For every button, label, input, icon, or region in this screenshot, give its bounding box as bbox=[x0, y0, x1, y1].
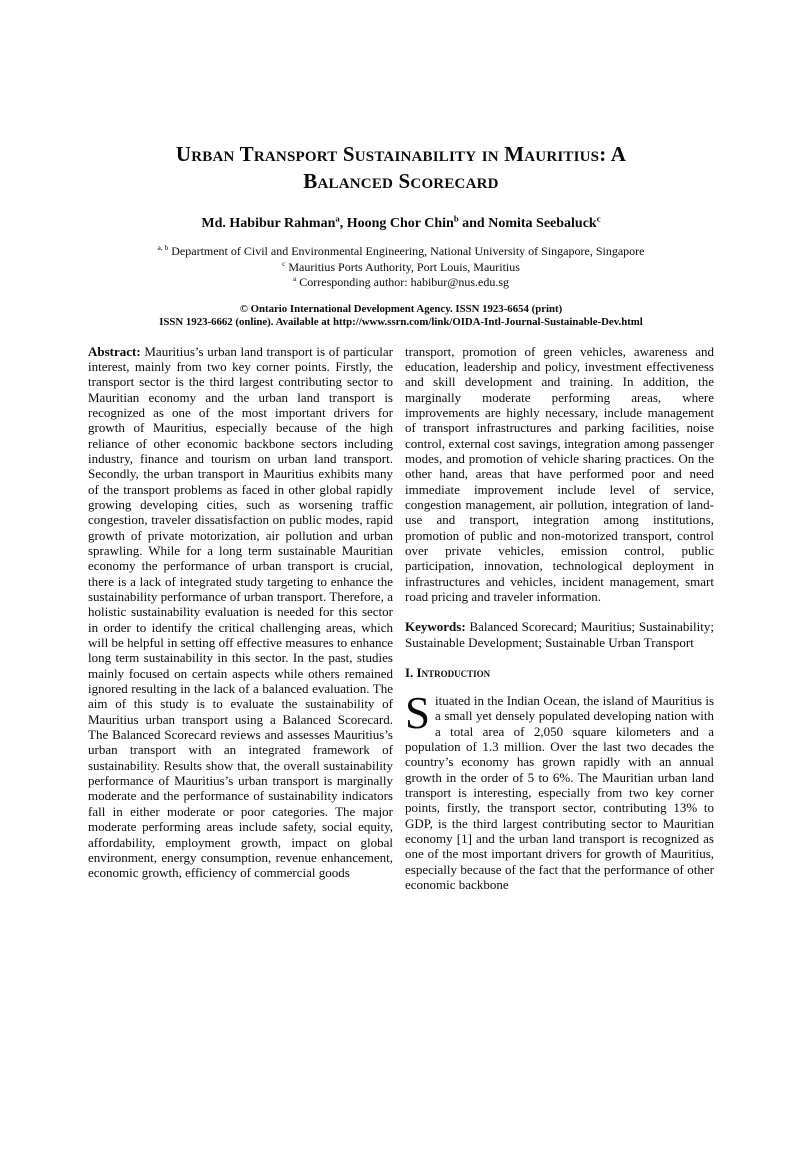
author-separator-2: and bbox=[458, 216, 489, 231]
abstract-label: Abstract: bbox=[88, 343, 141, 359]
keywords-paragraph bbox=[405, 619, 714, 650]
affiliation-text-3: Corresponding author: habibur@nus.edu.sg bbox=[299, 275, 509, 289]
author-name-1: Md. Habibur Rahman bbox=[201, 216, 336, 231]
paper-title-line-2: Balanced Scorecard bbox=[303, 169, 499, 193]
affiliation-line-2 bbox=[88, 260, 714, 276]
affiliation-text-1: Department of Civil and Environmental Engineering, National University of Singapore, Singapore bbox=[171, 244, 645, 258]
abstract-text-part-1: Mauritius’s urban land transport is of particular interest, mainly from two key corner points. Firstly, the transport sector is the third largest contributing sector to Mauritian economy and the urban land transport is recognized as one of the most important drivers for growth of Mauritius, especially because of the high reliance of other economic backbone sectors including industry, finance and tourism on urban land transport. Secondly, the urban transport in Mauritius exhibits many of the transport problems as faced in other global rapidly growing developing cities, such as worsening traffic congestion, traveler dissatisfaction on public modes, rapid growth of private motorization, air pollution and urban sprawling. While for a long term sustainable Mauritian economy the performance of urban transport is crucial, there is a lack of integrated study targeting to enhance the sustainability performance of urban transport. Therefore, a holistic sustainability evaluation is needed for this sector in order to identify the critical challenging areas, which will be helpful in setting off effective measures to enhance long term sustainability in this sector. In the past, studies mainly focused on certain aspects while others remained ignored resulting in the lack of a balanced evaluation. The aim of this study is to evaluate the sustainability of Mauritius urban transport using a Balanced Scorecard. The Balanced Scorecard reviews and assesses Mauritius’s urban transport with an integrated framework of sustainability. Results show that, the overall sustainability performance of Mauritius’s urban transport is marginally moderate and the performance of sustainability indicators fall in either moderate or poor categories. The major moderate performing areas include safety, social equity, affordability, employment growth, impact on global environment, energy consumption, revenue enhancement, economic growth, efficiency of commercial goods bbox=[88, 343, 393, 881]
affiliation-superscript-3: a bbox=[292, 274, 297, 283]
abstract-continuation-paragraph bbox=[405, 344, 714, 605]
document-page bbox=[88, 141, 714, 893]
right-column bbox=[405, 344, 714, 893]
left-column bbox=[88, 344, 393, 893]
author-superscript-2: b bbox=[453, 213, 459, 224]
section-heading-introduction: I. Introduction bbox=[405, 665, 491, 681]
publisher-line-1: © Ontario International Development Agency. ISSN 1923-6654 (print) bbox=[239, 302, 563, 315]
authors-line bbox=[88, 215, 714, 233]
keywords-text: Balanced Scorecard; Mauritius; Sustainability; Sustainable Development; Sustainable Urban Transport bbox=[405, 619, 714, 650]
affiliation-superscript-1: a, b bbox=[157, 243, 169, 252]
affiliation-text-2: Mauritius Ports Authority, Port Louis, Mauritius bbox=[288, 259, 520, 274]
publisher-line-2: ISSN 1923-6662 (online). Available at http://www.ssrn.com/link/OIDA-Intl-Journal-Sustainable-Dev.html bbox=[159, 316, 643, 328]
paper-title-line-1: Urban Transport Sustainability in Mauritius: A bbox=[175, 142, 627, 166]
keywords-label: Keywords: bbox=[405, 619, 466, 635]
two-column-body bbox=[88, 344, 714, 893]
author-superscript-1: a bbox=[335, 213, 340, 224]
author-name-2: Hoong Chor Chin bbox=[346, 216, 454, 231]
intro-dropcap: S bbox=[405, 688, 431, 739]
affiliation-line-3 bbox=[88, 275, 714, 291]
abstract-text-part-2: transport, promotion of green vehicles, awareness and education, leadership and policy, investment effectiveness and skill development and training. In addition, the marginally moderate performing areas, where improvements are highly necessary, include management of transport infrastructures and parking facilities, noise control, external cost savings, integration among passenger modes, and promotion of vehicle sharing practices. On the other hand, areas that have performed poor and need immediate improvement include level of service, congestion management, air pollution, integration of land-use and transport, integration among institutions, promotion of public and non-motorized transport, control over private vehicles, emission control, public participation, innovation, technological deployment in infrastructures and vehicles, incident management, smart road pricing and traveler information. bbox=[405, 343, 714, 604]
affiliations-block bbox=[88, 244, 714, 291]
author-separator-1: , bbox=[339, 216, 347, 231]
author-superscript-3: c bbox=[596, 213, 601, 224]
introduction-text: ituated in the Indian Ocean, the island of Mauritius is a small yet densely populated developing nation with a total area of 2,050 square kilometers and a population of 1.3 million. Over the last two decades the country’s economy has grown rapidly with an annual growth in the order of 5 to 6%. The Mauritian urban land transport is interesting, especially from two key corner points, firstly, the transport sector, contributing 13% to GDP, is the third largest contributing sector to Mauritian economy [1] and the urban land transport is recognized as one of the most important drivers for growth of Mauritius, especially because of the fact that the performance of other economic backbone bbox=[405, 693, 714, 893]
introduction-paragraph bbox=[405, 688, 714, 893]
author-name-3: Nomita Seebaluck bbox=[488, 216, 597, 231]
affiliation-line-1 bbox=[88, 244, 714, 260]
abstract-paragraph bbox=[88, 344, 393, 881]
publisher-block bbox=[88, 303, 714, 330]
paper-title bbox=[88, 141, 714, 195]
affiliation-superscript-2: c bbox=[282, 258, 286, 268]
